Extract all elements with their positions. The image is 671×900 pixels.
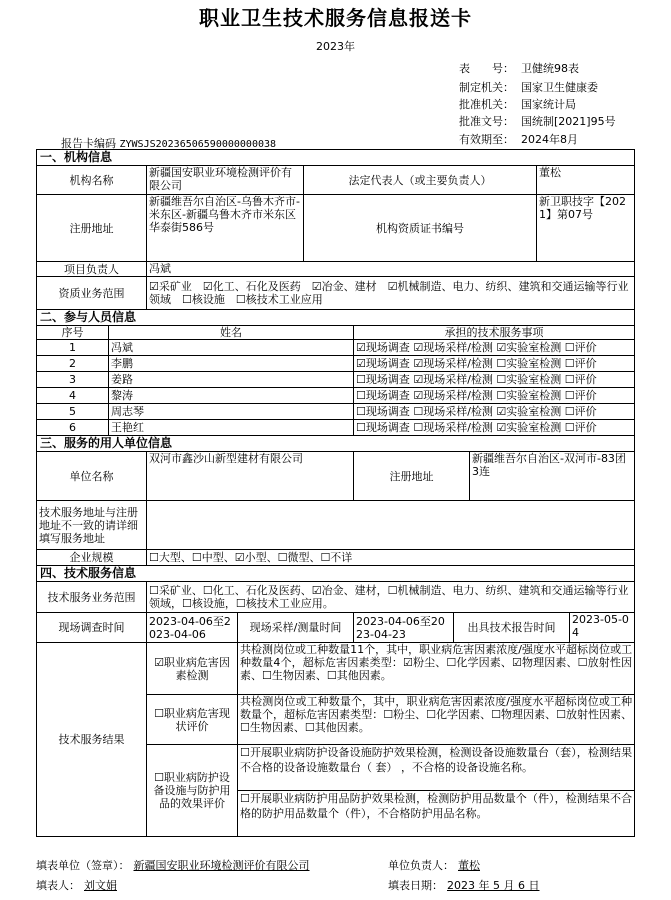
- service-scope-label: 技术服务业务范围: [37, 582, 147, 613]
- result-hazard-detection-label: ☑职业病危害因素检测: [147, 643, 238, 695]
- service-results-label: 技术服务结果: [37, 643, 147, 837]
- report-code: 报告卡编码 ZYWSJS20236506590000000038: [61, 137, 277, 150]
- fill-unit: 填表单位（签章）： 新疆国安职业环境检测评价有限公司: [36, 857, 314, 873]
- fill-date-value: 2023 年 5 月 6 日: [447, 879, 540, 892]
- person-name: 冯斌: [109, 340, 354, 356]
- meta-approving-authority: 批准机关： 国家统计局: [459, 98, 576, 111]
- table-row: [37, 388, 635, 404]
- legal-rep-label: 法定代表人（或主要负责人）: [304, 166, 537, 195]
- person-name: 周志琴: [109, 404, 354, 420]
- report-time-label: 出具技术报告时间: [454, 613, 570, 643]
- col-header-no: 序号: [37, 326, 109, 340]
- fill-date: 填表日期： 2023 年 5 月 6 日: [388, 877, 543, 893]
- enterprise-size-label: 企业规模: [37, 550, 147, 566]
- report-year: 2023年: [316, 40, 355, 53]
- person-no: 2: [37, 356, 109, 372]
- person-name: 李鹏: [109, 356, 354, 372]
- person-name: 王艳红: [109, 420, 354, 436]
- section-org-info-heading: 一、机构信息: [37, 150, 635, 166]
- person-no: 1: [37, 340, 109, 356]
- person-no: 6: [37, 420, 109, 436]
- section-personnel-heading: 二、参与人员信息: [37, 310, 635, 326]
- person-items: ☐现场调查 ☑现场采样/检测 ☐实验室检测 ☐评价: [354, 372, 635, 388]
- unit-head-value: 董松: [458, 859, 480, 872]
- meta-issuing-authority: 制定机关： 国家卫生健康委: [459, 81, 598, 94]
- employer-address-label: 注册地址: [354, 452, 470, 501]
- meta-form-number: 表 号： 卫健统98表: [459, 62, 579, 75]
- enterprise-size-value: ☐大型、☐中型、☑小型、☐微型、☐不详: [147, 550, 635, 566]
- person-items: ☐现场调查 ☑现场采样/检测 ☐实验室检测 ☐评价: [354, 388, 635, 404]
- person-no: 5: [37, 404, 109, 420]
- person-no: 3: [37, 372, 109, 388]
- fill-unit-value: 新疆国安职业环境检测评价有限公司: [133, 859, 310, 872]
- person-name: 黎涛: [109, 388, 354, 404]
- survey-time-value: 2023-04-06至2023-04-06: [147, 613, 238, 643]
- sampling-time-value: 2023-04-06至2023-04-23: [354, 613, 454, 643]
- section-service-heading: 四、技术服务信息: [37, 566, 635, 582]
- employer-address-value: 新疆维吾尔自治区-双河市-83团3连: [470, 452, 635, 501]
- service-address-label: 技术服务地址与注册地址不一致的请详细填写服务地址: [37, 501, 147, 550]
- sampling-time-label: 现场采样/测量时间: [238, 613, 354, 643]
- result-hazard-detection-value: 共检测岗位或工种数量11个，其中，职业病危害因素浓度/强度水平超标岗位或工种数量4个，超标危害因素类型：☑粉尘、☐化学因素、☑物理因素、☐放射性因素、☐生物因素、☐其他因素。: [238, 643, 635, 695]
- table-row: [37, 420, 635, 436]
- org-name-label: 机构名称: [37, 166, 147, 195]
- qualification-scope-value: ☑采矿业 ☑化工、石化及医药 ☑冶金、建材 ☑机械制造、电力、纺织、建筑和交通运输等行业领域 ☐核设施 ☐核技术工业应用: [147, 277, 635, 310]
- person-items: ☑现场调查 ☑现场采样/检测 ☐实验室检测 ☐评价: [354, 356, 635, 372]
- employer-name-label: 单位名称: [37, 452, 147, 501]
- org-name-value: 新疆国安职业环境检测评价有限公司: [147, 166, 304, 195]
- legal-rep-value: 董松: [537, 166, 635, 195]
- person-items: ☐现场调查 ☐现场采样/检测 ☑实验室检测 ☐评价: [354, 404, 635, 420]
- org-address-label: 注册地址: [37, 195, 147, 262]
- col-header-items: 承担的技术服务事项: [354, 326, 635, 340]
- table-row: [37, 356, 635, 372]
- table-row: [37, 404, 635, 420]
- unit-head: 单位负责人： 董松: [388, 857, 484, 873]
- survey-time-label: 现场调查时间: [37, 613, 147, 643]
- meta-valid-until: 有效期至： 2024年8月: [459, 133, 578, 146]
- result-protection-evaluation-label: ☐职业病防护设备设施与防护用品的效果评价: [147, 745, 238, 837]
- service-scope-value: ☐采矿业、☐化工、石化及医药、☑冶金、建材，☐机械制造、电力、纺织、建筑和交通运输等行业领域，☐核设施，☐核技术工业应用。: [147, 582, 635, 613]
- meta-approval-number: 批准文号： 国统制[2021]95号: [459, 115, 616, 128]
- result-status-evaluation-value: 共检测岗位或工种数量个，其中，职业病危害因素浓度/强度水平超标岗位或工种数量个，超标危害因素类型：☐粉尘、☐化学因素、☐物理因素、☐放射性因素、☐生物因素、☐其他因素。: [238, 695, 635, 745]
- person-items: ☑现场调查 ☑现场采样/检测 ☑实验室检测 ☐评价: [354, 340, 635, 356]
- table-row: [37, 340, 635, 356]
- report-time-value: 2023-05-04: [570, 613, 635, 643]
- org-address-value: 新疆维吾尔自治区-乌鲁木齐市-米东区-新疆乌鲁木齐市米东区华泰街586号: [147, 195, 304, 262]
- info-table: [36, 149, 635, 837]
- cert-number-label: 机构资质证书编号: [304, 195, 537, 262]
- result-ppe-test-value: ☐开展职业病防护用品防护效果检测，检测防护用品数量个（件），检测结果不合格的防护用品数量个（件），不合格防护用品名称。: [238, 791, 635, 837]
- table-row: [37, 372, 635, 388]
- project-manager-label: 项目负责人: [37, 262, 147, 277]
- filler: 填表人： 刘文娟: [36, 877, 121, 893]
- person-name: 姜路: [109, 372, 354, 388]
- employer-name-value: 双河市鑫沙山新型建材有限公司: [147, 452, 354, 501]
- col-header-name: 姓名: [109, 326, 354, 340]
- filler-value: 刘文娟: [84, 879, 117, 892]
- card-title: 职业卫生技术服务信息报送卡: [199, 6, 472, 30]
- qualification-scope-label: 资质业务范围: [37, 277, 147, 310]
- person-items: ☐现场调查 ☐现场采样/检测 ☑实验室检测 ☐评价: [354, 420, 635, 436]
- result-status-evaluation-label: ☐职业病危害现状评价: [147, 695, 238, 745]
- cert-number-value: 新卫职技字【2021】第07号: [537, 195, 635, 262]
- result-equipment-test-value: ☐开展职业病防护设备设施防护效果检测，检测设备设施数量台（套），检测结果不合格的设备设施数量台（ 套） ，不合格的设备设施名称。: [238, 745, 635, 791]
- section-employer-heading: 三、服务的用人单位信息: [37, 436, 635, 452]
- service-address-value: [147, 501, 635, 550]
- project-manager-value: 冯斌: [147, 262, 635, 277]
- person-no: 4: [37, 388, 109, 404]
